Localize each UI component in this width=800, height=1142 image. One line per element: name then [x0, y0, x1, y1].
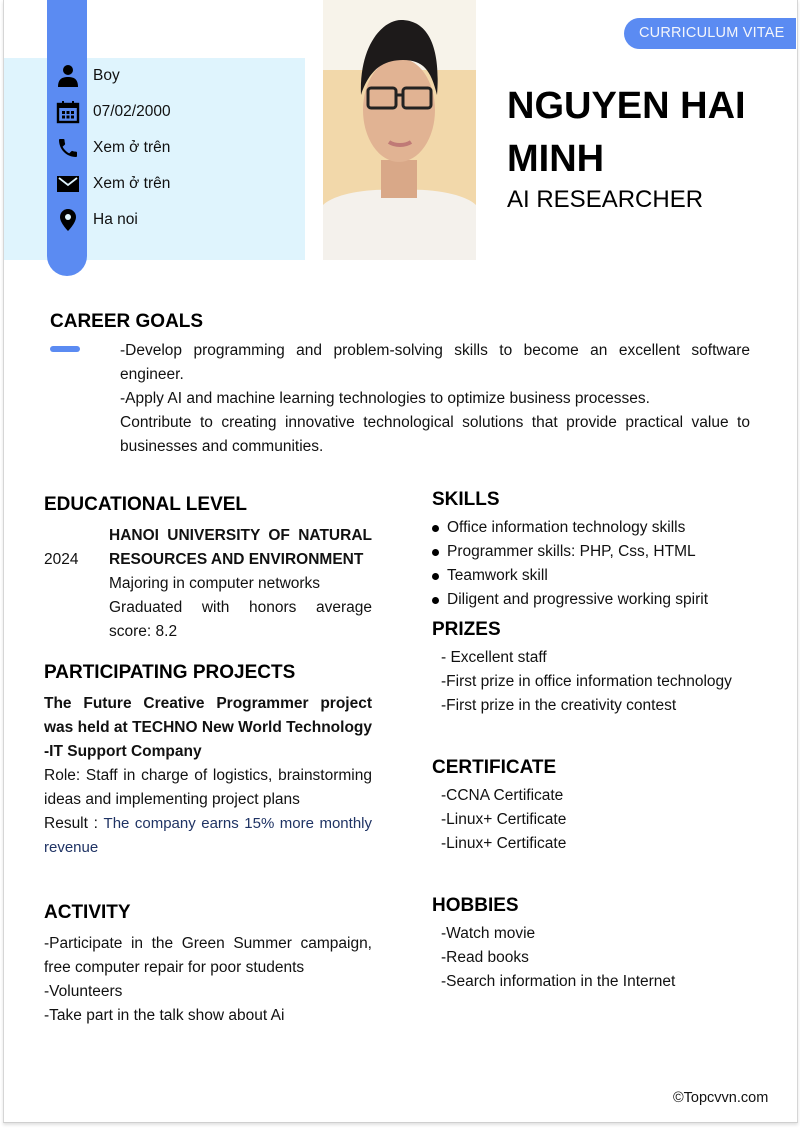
education-major: Majoring in computer networks	[109, 575, 321, 592]
info-row-phone	[54, 134, 171, 162]
skill-label: Diligent and progressive working spirit	[447, 591, 709, 608]
activity-item: -Participate in the Green Summer campaign, free computer repair for poor students	[44, 935, 372, 976]
career-goals-accent	[50, 346, 80, 352]
project-result-value: The company earns 15% more monthly revenue	[44, 815, 372, 856]
info-row-birthdate	[54, 98, 171, 126]
education-details	[109, 524, 372, 644]
profile-photo	[323, 0, 476, 260]
project-result	[44, 812, 372, 860]
prize-item: -First prize in the creativity contest	[441, 697, 677, 714]
school-name: HANOI UNIVERSITY OF NATURAL RESOURCES AND ENVIRONMENT	[109, 527, 372, 568]
birthdate-value: 07/02/2000	[93, 103, 171, 120]
hobbies-list	[441, 922, 675, 994]
skill-item	[432, 564, 708, 588]
project-details	[44, 692, 372, 860]
copyright-footer: ©Topcvvn.com	[673, 1090, 769, 1106]
hobby-item: -Read books	[441, 949, 529, 966]
certificate-item: -CCNA Certificate	[441, 787, 564, 804]
certificate-item: -Linux+ Certificate	[441, 811, 567, 828]
hobby-item: -Search information in the Internet	[441, 973, 676, 990]
skills-title: SKILLS	[432, 489, 500, 510]
career-goals-title: CAREER GOALS	[50, 311, 204, 332]
hobbies-title: HOBBIES	[432, 895, 519, 916]
project-name: The Future Creative Programmer project was held at TECHNO New World Technology -IT Support Company	[44, 695, 372, 760]
hobby-item: -Watch movie	[441, 925, 536, 942]
projects-title: PARTICIPATING PROJECTS	[44, 662, 296, 683]
skill-label: Office information technology skills	[447, 519, 686, 536]
calendar-icon	[54, 98, 82, 126]
career-goals-text	[120, 339, 750, 459]
bullet-icon	[432, 525, 439, 532]
gender-value: Boy	[93, 67, 120, 84]
prizes-list	[441, 646, 732, 718]
certificate-item: -Linux+ Certificate	[441, 835, 567, 852]
location-icon	[54, 206, 82, 234]
certificate-title: CERTIFICATE	[432, 757, 557, 778]
activity-item: -Volunteers	[44, 983, 123, 1000]
skill-item	[432, 540, 708, 564]
education-title: EDUCATIONAL LEVEL	[44, 494, 248, 515]
info-row-gender	[54, 62, 120, 90]
activity-list	[44, 932, 372, 1028]
education-year: 2024	[44, 551, 79, 568]
prizes-title: PRIZES	[432, 619, 501, 640]
skill-item	[432, 588, 708, 612]
person-icon	[54, 62, 82, 90]
location-value: Ha noi	[93, 211, 138, 228]
phone-icon	[54, 134, 82, 162]
activity-item: -Take part in the talk show about Ai	[44, 1007, 285, 1024]
career-goal-line: -Apply AI and machine learning technologies to optimize business processes.	[120, 390, 650, 407]
email-icon	[54, 170, 82, 198]
activity-title: ACTIVITY	[44, 902, 131, 923]
phone-value: Xem ở trên	[93, 139, 171, 156]
bullet-icon	[432, 573, 439, 580]
skill-item	[432, 516, 708, 540]
career-goal-line: -Develop programming and problem-solving skills to become an excellent software engineer.	[120, 342, 750, 383]
job-title: AI RESEARCHER	[507, 186, 704, 213]
bullet-icon	[432, 597, 439, 604]
project-result-label: Result :	[44, 815, 104, 832]
prize-item: -First prize in office information technology	[441, 673, 732, 690]
candidate-name: NGUYEN HAI MINH	[507, 85, 746, 180]
skill-label: Programmer skills: PHP, Css, HTML	[447, 543, 696, 560]
cv-badge: CURRICULUM VITAE	[624, 18, 796, 49]
certificate-list	[441, 784, 566, 856]
email-value: Xem ở trên	[93, 175, 171, 192]
info-row-location	[54, 206, 138, 234]
project-role: Role: Staff in charge of logistics, brainstorming ideas and implementing project plans	[44, 767, 372, 808]
skills-list	[432, 516, 708, 612]
skill-label: Teamwork skill	[447, 567, 548, 584]
education-result: Graduated with honors average score: 8.2	[109, 599, 372, 640]
prize-item: - Excellent staff	[441, 649, 547, 666]
bullet-icon	[432, 549, 439, 556]
info-row-email	[54, 170, 171, 198]
career-goal-line: Contribute to creating innovative technological solutions that provide practical value to businesses and communities.	[120, 414, 750, 455]
